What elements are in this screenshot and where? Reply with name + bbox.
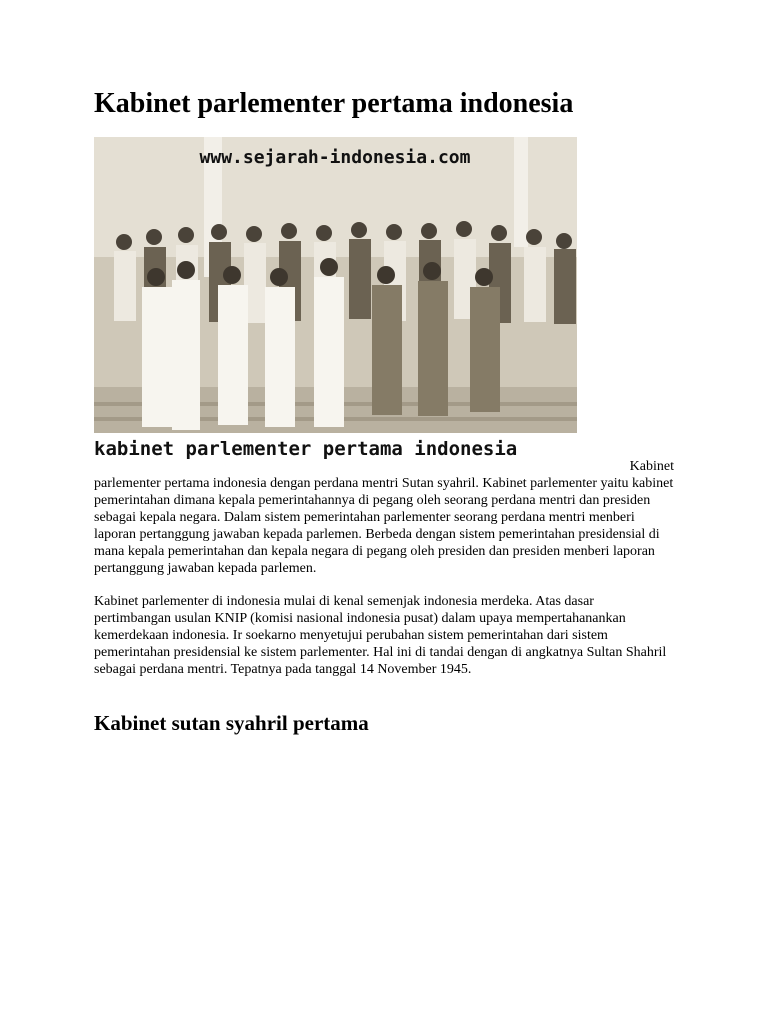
- section-heading: Kabinet sutan syahril pertama: [94, 711, 369, 735]
- page-title: Kabinet parlementer pertama indonesia: [94, 88, 574, 119]
- paragraph-1-lead: Kabinet: [629, 459, 674, 474]
- paragraph-2: Kabinet parlementer di indonesia mulai di kenal semenjak indonesia merdeka. Atas dasar pertimbangan usulan KNIP (komisi nasional indonesia pusat) dalam upaya mempertahanankan kemerdekaan indonesia. Ir soekarno menyetujui perubahan sistem pemerintahan dari sistem pemerintahan presidensial ke sistem parlementer. Hal ini di tandai dengan di angkatnya Sultan Shahril sebagai perdana mentri. Tepatnya pada tanggal 14 November 1945.: [94, 594, 667, 677]
- photo-caption: kabinet parlementer pertama indonesia: [94, 438, 518, 460]
- paragraph-1-body: parlementer pertama indonesia dengan perdana mentri Sutan syahril. Kabinet parlementer yaitu kabinet pemerintahan dimana kepala pemerintahannya di pegang oleh seorang perdana mentri dan presiden sebagai kepala negara. Dalam sistem pemerintahan parlementer seorang perdana mentri menberi laporan pertanggung jawaban kepada parlemen. Berbeda dengan sistem pemerintahan presidensial di mana kepala pemerintahan dan kepala negara di pegang oleh presiden dan presiden menberi laporan pertanggung jawaban kepada parlemen.: [94, 476, 674, 576]
- cabinet-photo: [94, 137, 577, 464]
- photo-watermark: www.sejarah-indonesia.com: [199, 147, 471, 168]
- paragraph-1: [94, 458, 674, 577]
